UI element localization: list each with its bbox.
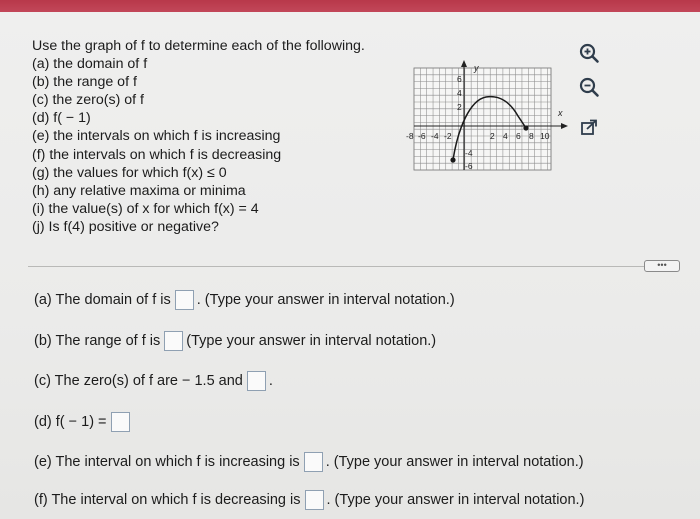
answer-f-prompt: (f) The interval on which f is decreasing is (34, 492, 301, 508)
question-intro: Use the graph of f to determine each of the following. (32, 38, 365, 54)
zoom-in-button[interactable] (576, 40, 602, 66)
answer-b-hint: (Type your answer in interval notation.) (186, 333, 437, 349)
question-item-a: (a) the domain of f (32, 56, 148, 73)
x-axis-label: x (558, 108, 563, 118)
zero-answer-box[interactable] (247, 371, 266, 391)
y-axis-label: y (474, 63, 479, 73)
range-answer-box[interactable] (164, 331, 183, 351)
question-text (32, 37, 412, 236)
y-tick-label: -4 (465, 148, 473, 158)
x-tick-label: 8 (529, 131, 534, 141)
question-item-e: (e) the intervals on which f is increasing (32, 128, 281, 145)
x-tick-label: 10 (540, 131, 550, 141)
x-tick-label: 6 (516, 131, 521, 141)
open-external-button[interactable] (576, 115, 602, 141)
answer-c-prompt: (c) The zero(s) of f are − 1.5 and (34, 373, 243, 389)
answer-e-prompt: (e) The interval on which f is increasing is (34, 454, 300, 470)
answer-a-prompt: (a) The domain of f is (34, 292, 171, 308)
answer-row-d (34, 412, 133, 432)
answer-row-c (34, 371, 273, 391)
zoom-out-icon (578, 76, 600, 98)
y-tick-label: 6 (457, 74, 462, 84)
question-item-d: (d) f( − 1) (32, 110, 91, 127)
answer-b-prompt: (b) The range of f is (34, 333, 161, 349)
y-tick-label: -6 (465, 161, 473, 171)
section-divider (28, 266, 670, 267)
f-value-answer-box[interactable] (111, 412, 130, 432)
answer-c-suffix: . (268, 373, 273, 389)
x-tick-label: 2 (490, 131, 495, 141)
x-tick-label: -2 (444, 131, 452, 141)
curve-endpoint (523, 125, 528, 130)
y-tick-label: 2 (457, 102, 462, 112)
answer-row-f (34, 490, 584, 510)
y-tick-label: 4 (457, 88, 462, 98)
curve-endpoint (450, 157, 455, 162)
function-graph (398, 58, 584, 178)
answer-row-a (34, 290, 455, 310)
top-color-band (0, 0, 700, 12)
x-tick-label: 4 (503, 131, 508, 141)
answer-f-hint: . (Type your answer in interval notation.) (326, 492, 585, 508)
x-tick-label: -4 (431, 131, 439, 141)
question-item-b: (b) the range of f (32, 74, 137, 91)
question-item-g: (g) the values for which f(x) ≤ 0 (32, 164, 227, 181)
answer-e-hint: . (Type your answer in interval notation.) (325, 454, 584, 470)
domain-answer-box[interactable] (175, 290, 194, 310)
question-item-h: (h) any relative maxima or minima (32, 182, 246, 199)
more-options-button[interactable]: ••• (644, 260, 680, 272)
answer-d-prompt: (d) f( − 1) = (34, 414, 107, 430)
answer-a-hint: . (Type your answer in interval notation.) (196, 292, 455, 308)
zoom-in-icon (578, 42, 600, 64)
increasing-interval-answer-box[interactable] (304, 452, 323, 472)
zoom-out-button[interactable] (576, 74, 602, 100)
x-tick-label: -8 (406, 131, 414, 141)
question-item-c: (c) the zero(s) of f (32, 92, 144, 109)
x-tick-label: -6 (418, 131, 426, 141)
answer-row-e (34, 452, 584, 472)
problem-sheet (0, 12, 700, 519)
question-item-f: (f) the intervals on which f is decreasing (32, 146, 282, 163)
question-item-j: (j) Is f(4) positive or negative? (32, 218, 219, 235)
decreasing-interval-answer-box[interactable] (305, 490, 324, 510)
external-link-icon (579, 118, 599, 138)
answer-row-b (34, 331, 436, 351)
question-item-i: (i) the value(s) of x for which f(x) = 4 (32, 200, 259, 217)
